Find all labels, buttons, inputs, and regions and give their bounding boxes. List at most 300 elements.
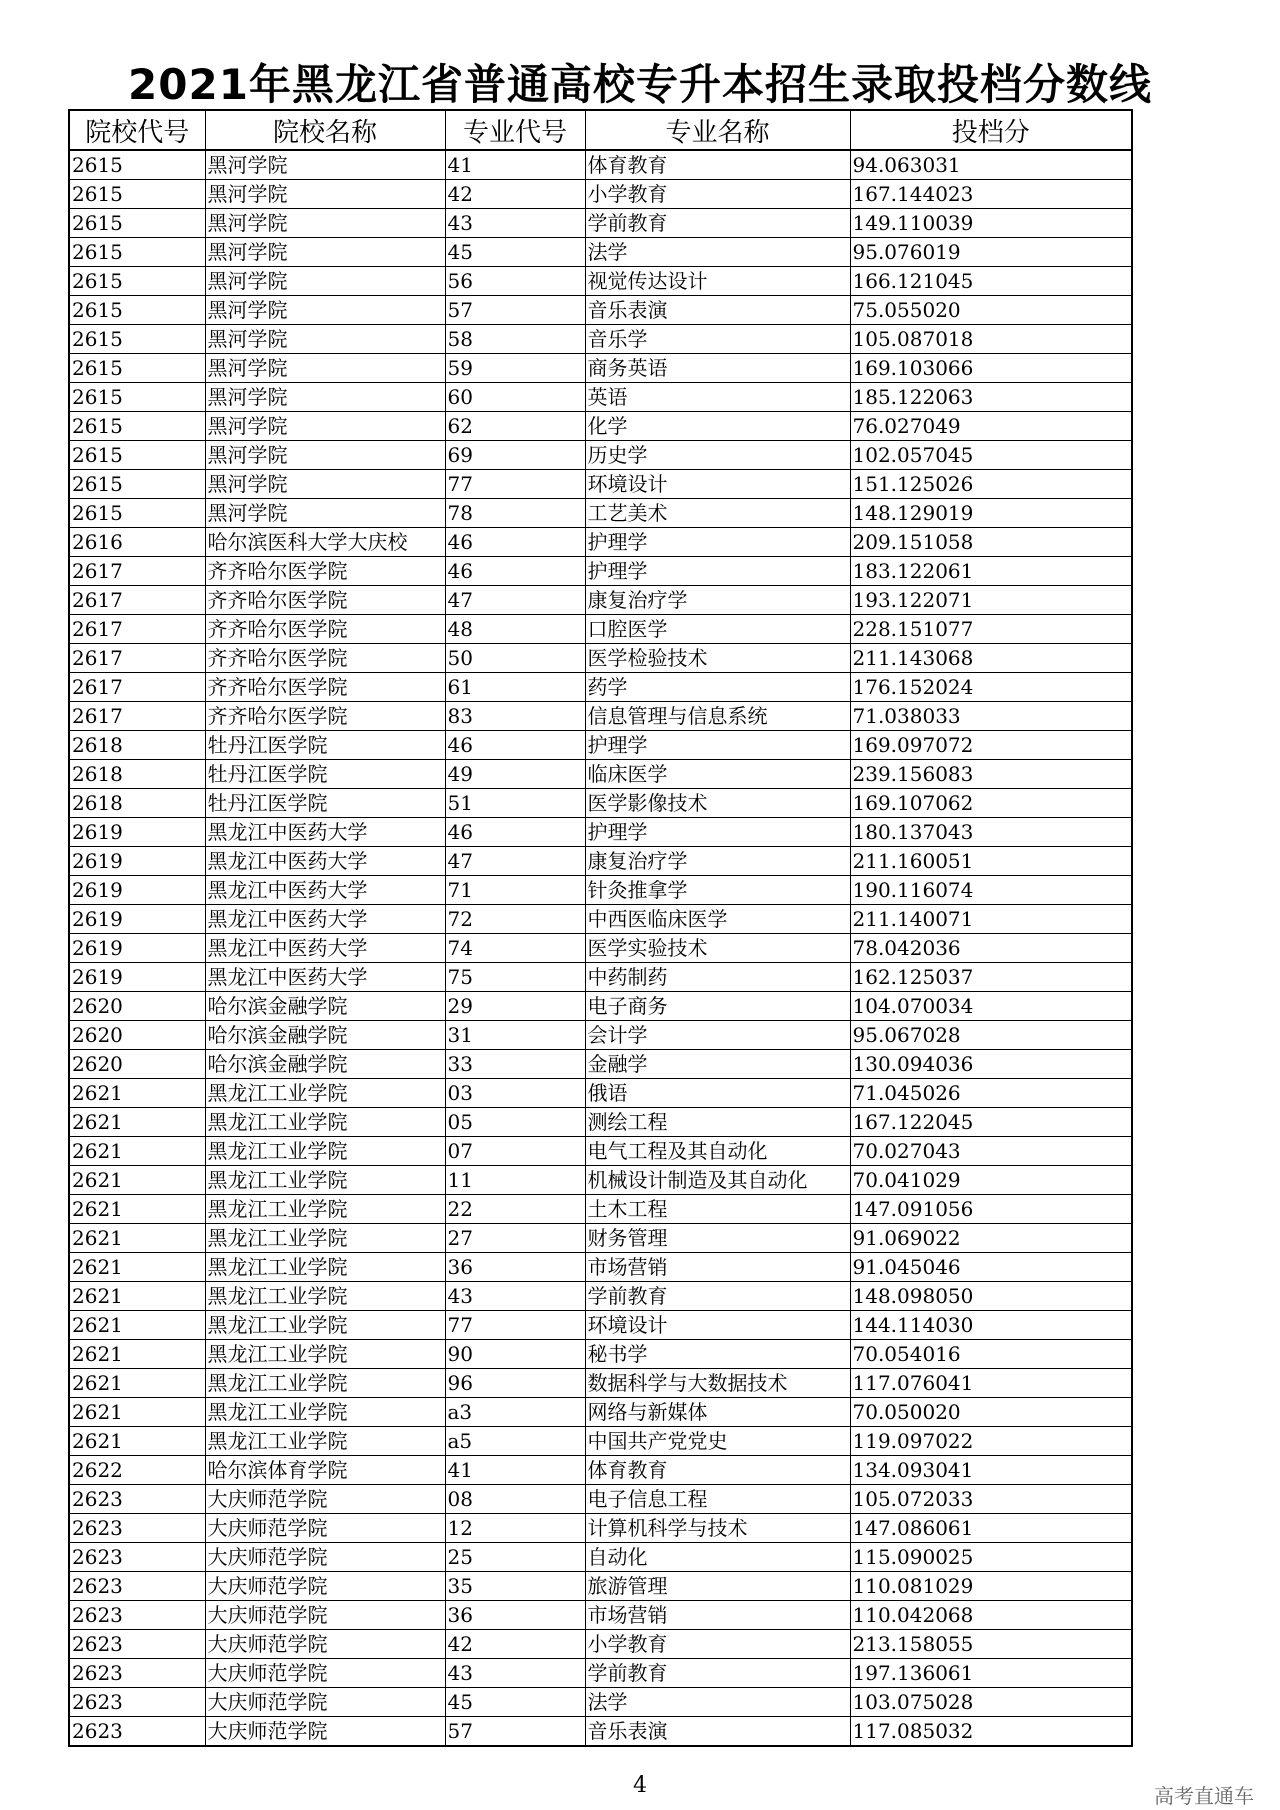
score-cell: 70.054016 xyxy=(850,1340,1132,1369)
table-row xyxy=(69,470,1132,499)
table-row xyxy=(69,1137,1132,1166)
score-cell: 104.070034 xyxy=(850,992,1132,1021)
score-cell: 148.098050 xyxy=(850,1282,1132,1311)
score-cell: 70.027043 xyxy=(850,1137,1132,1166)
major-code-cell: 77 xyxy=(445,1311,585,1340)
table-body xyxy=(69,150,1132,1746)
major-name-cell: 音乐学 xyxy=(585,325,850,354)
major-name-cell: 测绘工程 xyxy=(585,1108,850,1137)
school-name-cell: 大庆师范学院 xyxy=(205,1717,445,1747)
major-code-cell: 69 xyxy=(445,441,585,470)
major-code-cell: 42 xyxy=(445,1630,585,1659)
score-cell: 103.075028 xyxy=(850,1688,1132,1717)
school-name-cell: 黑龙江工业学院 xyxy=(205,1224,445,1253)
major-name-cell: 音乐表演 xyxy=(585,1717,850,1747)
score-cell: 151.125026 xyxy=(850,470,1132,499)
major-code-cell: 57 xyxy=(445,296,585,325)
school-code-cell: 2621 xyxy=(69,1311,205,1340)
school-code-cell: 2621 xyxy=(69,1108,205,1137)
table-row xyxy=(69,789,1132,818)
major-code-cell: 46 xyxy=(445,731,585,760)
major-code-cell: 83 xyxy=(445,702,585,731)
school-name-cell: 齐齐哈尔医学院 xyxy=(205,673,445,702)
score-cell: 239.156083 xyxy=(850,760,1132,789)
school-name-cell: 黑龙江工业学院 xyxy=(205,1166,445,1195)
score-cell: 105.072033 xyxy=(850,1485,1132,1514)
school-code-cell: 2615 xyxy=(69,267,205,296)
major-name-cell: 环境设计 xyxy=(585,470,850,499)
table-row xyxy=(69,905,1132,934)
school-name-cell: 哈尔滨医科大学大庆校 xyxy=(205,528,445,557)
major-code-cell: 27 xyxy=(445,1224,585,1253)
major-name-cell: 机械设计制造及其自动化 xyxy=(585,1166,850,1195)
major-name-cell: 中西医临床医学 xyxy=(585,905,850,934)
score-cell: 167.122045 xyxy=(850,1108,1132,1137)
school-code-cell: 2621 xyxy=(69,1137,205,1166)
school-code-cell: 2623 xyxy=(69,1485,205,1514)
school-name-cell: 大庆师范学院 xyxy=(205,1514,445,1543)
school-code-cell: 2621 xyxy=(69,1282,205,1311)
school-name-cell: 黑龙江工业学院 xyxy=(205,1137,445,1166)
major-name-cell: 市场营销 xyxy=(585,1601,850,1630)
major-name-cell: 医学检验技术 xyxy=(585,644,850,673)
school-code-cell: 2619 xyxy=(69,963,205,992)
score-cell: 190.116074 xyxy=(850,876,1132,905)
school-name-cell: 大庆师范学院 xyxy=(205,1601,445,1630)
school-name-cell: 黑河学院 xyxy=(205,180,445,209)
score-cell: 110.081029 xyxy=(850,1572,1132,1601)
major-name-cell: 视觉传达设计 xyxy=(585,267,850,296)
table-row xyxy=(69,1630,1132,1659)
major-name-cell: 财务管理 xyxy=(585,1224,850,1253)
major-code-cell: 43 xyxy=(445,1659,585,1688)
table-row xyxy=(69,1282,1132,1311)
major-name-cell: 药学 xyxy=(585,673,850,702)
score-cell: 95.067028 xyxy=(850,1021,1132,1050)
table-row xyxy=(69,383,1132,412)
score-cell: 119.097022 xyxy=(850,1427,1132,1456)
major-code-cell: 43 xyxy=(445,209,585,238)
school-code-cell: 2623 xyxy=(69,1659,205,1688)
school-code-cell: 2620 xyxy=(69,992,205,1021)
major-name-cell: 电气工程及其自动化 xyxy=(585,1137,850,1166)
table-row xyxy=(69,615,1132,644)
major-code-cell: 42 xyxy=(445,180,585,209)
school-code-cell: 2620 xyxy=(69,1050,205,1079)
school-code-cell: 2616 xyxy=(69,528,205,557)
major-name-cell: 电子信息工程 xyxy=(585,1485,850,1514)
major-code-cell: 43 xyxy=(445,1282,585,1311)
score-cell: 169.097072 xyxy=(850,731,1132,760)
major-code-cell: 78 xyxy=(445,499,585,528)
table-row xyxy=(69,557,1132,586)
table-row xyxy=(69,760,1132,789)
header-row xyxy=(69,110,1132,150)
table-row xyxy=(69,1398,1132,1427)
major-name-cell: 口腔医学 xyxy=(585,615,850,644)
school-code-cell: 2615 xyxy=(69,325,205,354)
table-row xyxy=(69,963,1132,992)
table-row xyxy=(69,644,1132,673)
table-row xyxy=(69,1224,1132,1253)
score-cell: 70.041029 xyxy=(850,1166,1132,1195)
major-code-cell: 35 xyxy=(445,1572,585,1601)
score-cell: 147.086061 xyxy=(850,1514,1132,1543)
table-row xyxy=(69,528,1132,557)
table-row xyxy=(69,731,1132,760)
major-name-cell: 计算机科学与技术 xyxy=(585,1514,850,1543)
table-row xyxy=(69,499,1132,528)
table-row xyxy=(69,876,1132,905)
major-code-cell: 08 xyxy=(445,1485,585,1514)
school-code-cell: 2618 xyxy=(69,760,205,789)
major-code-cell: 75 xyxy=(445,963,585,992)
school-name-cell: 黑龙江工业学院 xyxy=(205,1282,445,1311)
major-name-cell: 电子商务 xyxy=(585,992,850,1021)
major-code-cell: 90 xyxy=(445,1340,585,1369)
major-name-cell: 环境设计 xyxy=(585,1311,850,1340)
major-name-cell: 中药制药 xyxy=(585,963,850,992)
school-code-cell: 2621 xyxy=(69,1224,205,1253)
school-code-cell: 2619 xyxy=(69,818,205,847)
major-name-cell: 体育教育 xyxy=(585,1456,850,1485)
col-header-score: 投档分 xyxy=(850,110,1132,150)
school-name-cell: 黑龙江中医药大学 xyxy=(205,818,445,847)
school-name-cell: 黑龙江工业学院 xyxy=(205,1108,445,1137)
school-code-cell: 2621 xyxy=(69,1166,205,1195)
school-name-cell: 黑龙江工业学院 xyxy=(205,1398,445,1427)
major-name-cell: 医学实验技术 xyxy=(585,934,850,963)
major-name-cell: 护理学 xyxy=(585,528,850,557)
major-code-cell: 58 xyxy=(445,325,585,354)
score-cell: 76.027049 xyxy=(850,412,1132,441)
score-cell: 211.140071 xyxy=(850,905,1132,934)
table-row xyxy=(69,586,1132,615)
school-name-cell: 黑河学院 xyxy=(205,383,445,412)
table-row xyxy=(69,1572,1132,1601)
score-cell: 94.063031 xyxy=(850,150,1132,180)
school-code-cell: 2615 xyxy=(69,441,205,470)
major-name-cell: 商务英语 xyxy=(585,354,850,383)
school-code-cell: 2617 xyxy=(69,586,205,615)
table-row xyxy=(69,1543,1132,1572)
major-name-cell: 秘书学 xyxy=(585,1340,850,1369)
major-code-cell: 71 xyxy=(445,876,585,905)
score-cell: 117.085032 xyxy=(850,1717,1132,1747)
school-name-cell: 牡丹江医学院 xyxy=(205,789,445,818)
school-name-cell: 哈尔滨金融学院 xyxy=(205,1050,445,1079)
table-row xyxy=(69,1485,1132,1514)
school-name-cell: 黑河学院 xyxy=(205,150,445,180)
score-cell: 130.094036 xyxy=(850,1050,1132,1079)
school-code-cell: 2623 xyxy=(69,1630,205,1659)
school-code-cell: 2617 xyxy=(69,557,205,586)
school-name-cell: 大庆师范学院 xyxy=(205,1688,445,1717)
major-code-cell: 59 xyxy=(445,354,585,383)
school-code-cell: 2615 xyxy=(69,150,205,180)
school-name-cell: 黑龙江工业学院 xyxy=(205,1340,445,1369)
major-code-cell: 45 xyxy=(445,238,585,267)
school-name-cell: 黑龙江工业学院 xyxy=(205,1253,445,1282)
major-name-cell: 临床医学 xyxy=(585,760,850,789)
school-code-cell: 2615 xyxy=(69,470,205,499)
table-row xyxy=(69,1079,1132,1108)
page-title: 2021年黑龙江省普通高校专升本招生录取投档分数线 xyxy=(128,60,1152,109)
school-name-cell: 黑龙江中医药大学 xyxy=(205,905,445,934)
school-code-cell: 2621 xyxy=(69,1427,205,1456)
table-row xyxy=(69,1659,1132,1688)
major-name-cell: 金融学 xyxy=(585,1050,850,1079)
school-name-cell: 哈尔滨金融学院 xyxy=(205,992,445,1021)
major-code-cell: 33 xyxy=(445,1050,585,1079)
major-name-cell: 信息管理与信息系统 xyxy=(585,702,850,731)
major-code-cell: 72 xyxy=(445,905,585,934)
school-name-cell: 黑河学院 xyxy=(205,354,445,383)
table-row xyxy=(69,847,1132,876)
table-row xyxy=(69,1456,1132,1485)
score-cell: 75.055020 xyxy=(850,296,1132,325)
major-code-cell: 03 xyxy=(445,1079,585,1108)
table-row xyxy=(69,1108,1132,1137)
score-cell: 110.042068 xyxy=(850,1601,1132,1630)
school-code-cell: 2621 xyxy=(69,1195,205,1224)
major-name-cell: 康复治疗学 xyxy=(585,586,850,615)
school-code-cell: 2621 xyxy=(69,1369,205,1398)
major-name-cell: 化学 xyxy=(585,412,850,441)
school-code-cell: 2618 xyxy=(69,731,205,760)
table-row xyxy=(69,267,1132,296)
table-row xyxy=(69,209,1132,238)
table-row xyxy=(69,1166,1132,1195)
school-code-cell: 2619 xyxy=(69,934,205,963)
score-cell: 105.087018 xyxy=(850,325,1132,354)
school-name-cell: 黑河学院 xyxy=(205,238,445,267)
school-code-cell: 2621 xyxy=(69,1079,205,1108)
major-code-cell: 49 xyxy=(445,760,585,789)
major-name-cell: 历史学 xyxy=(585,441,850,470)
table-row xyxy=(69,1688,1132,1717)
score-cell: 197.136061 xyxy=(850,1659,1132,1688)
table-row xyxy=(69,180,1132,209)
score-cell: 209.151058 xyxy=(850,528,1132,557)
score-cell: 147.091056 xyxy=(850,1195,1132,1224)
major-name-cell: 护理学 xyxy=(585,731,850,760)
major-name-cell: 旅游管理 xyxy=(585,1572,850,1601)
score-cell: 115.090025 xyxy=(850,1543,1132,1572)
score-cell: 213.158055 xyxy=(850,1630,1132,1659)
school-name-cell: 黑龙江工业学院 xyxy=(205,1427,445,1456)
school-name-cell: 黑河学院 xyxy=(205,499,445,528)
school-code-cell: 2617 xyxy=(69,615,205,644)
major-name-cell: 医学影像技术 xyxy=(585,789,850,818)
major-name-cell: 学前教育 xyxy=(585,209,850,238)
major-name-cell: 中国共产党党史 xyxy=(585,1427,850,1456)
school-code-cell: 2620 xyxy=(69,1021,205,1050)
school-name-cell: 大庆师范学院 xyxy=(205,1659,445,1688)
score-cell: 134.093041 xyxy=(850,1456,1132,1485)
school-code-cell: 2615 xyxy=(69,499,205,528)
school-code-cell: 2619 xyxy=(69,847,205,876)
school-code-cell: 2623 xyxy=(69,1601,205,1630)
score-cell: 117.076041 xyxy=(850,1369,1132,1398)
school-code-cell: 2615 xyxy=(69,412,205,441)
school-code-cell: 2615 xyxy=(69,296,205,325)
major-code-cell: 46 xyxy=(445,528,585,557)
table-row xyxy=(69,354,1132,383)
table-row xyxy=(69,325,1132,354)
major-code-cell: 56 xyxy=(445,267,585,296)
major-code-cell: 47 xyxy=(445,847,585,876)
school-name-cell: 黑龙江中医药大学 xyxy=(205,847,445,876)
major-name-cell: 针灸推拿学 xyxy=(585,876,850,905)
school-code-cell: 2623 xyxy=(69,1688,205,1717)
score-cell: 71.038033 xyxy=(850,702,1132,731)
major-name-cell: 小学教育 xyxy=(585,1630,850,1659)
major-name-cell: 英语 xyxy=(585,383,850,412)
school-name-cell: 大庆师范学院 xyxy=(205,1485,445,1514)
score-cell: 211.160051 xyxy=(850,847,1132,876)
score-cell: 176.152024 xyxy=(850,673,1132,702)
school-name-cell: 齐齐哈尔医学院 xyxy=(205,615,445,644)
major-name-cell: 音乐表演 xyxy=(585,296,850,325)
major-name-cell: 自动化 xyxy=(585,1543,850,1572)
major-code-cell: 07 xyxy=(445,1137,585,1166)
school-name-cell: 黑龙江中医药大学 xyxy=(205,934,445,963)
score-cell: 167.144023 xyxy=(850,180,1132,209)
major-code-cell: 05 xyxy=(445,1108,585,1137)
major-name-cell: 法学 xyxy=(585,1688,850,1717)
school-code-cell: 2619 xyxy=(69,905,205,934)
major-name-cell: 俄语 xyxy=(585,1079,850,1108)
major-code-cell: 50 xyxy=(445,644,585,673)
school-name-cell: 齐齐哈尔医学院 xyxy=(205,586,445,615)
school-code-cell: 2617 xyxy=(69,673,205,702)
table-row xyxy=(69,1369,1132,1398)
admission-score-table xyxy=(68,109,1133,1747)
major-name-cell: 法学 xyxy=(585,238,850,267)
major-code-cell: 61 xyxy=(445,673,585,702)
school-code-cell: 2623 xyxy=(69,1717,205,1747)
school-name-cell: 黑龙江工业学院 xyxy=(205,1079,445,1108)
school-code-cell: 2615 xyxy=(69,209,205,238)
school-name-cell: 黑河学院 xyxy=(205,412,445,441)
school-name-cell: 大庆师范学院 xyxy=(205,1630,445,1659)
school-name-cell: 黑龙江工业学院 xyxy=(205,1311,445,1340)
major-code-cell: 11 xyxy=(445,1166,585,1195)
table-row xyxy=(69,1514,1132,1543)
table-row xyxy=(69,1050,1132,1079)
major-name-cell: 土木工程 xyxy=(585,1195,850,1224)
school-name-cell: 大庆师范学院 xyxy=(205,1572,445,1601)
col-header-major-name: 专业名称 xyxy=(585,110,850,150)
score-cell: 91.045046 xyxy=(850,1253,1132,1282)
major-name-cell: 市场营销 xyxy=(585,1253,850,1282)
col-header-school-name: 院校名称 xyxy=(205,110,445,150)
school-name-cell: 齐齐哈尔医学院 xyxy=(205,702,445,731)
table-row xyxy=(69,1021,1132,1050)
score-cell: 102.057045 xyxy=(850,441,1132,470)
school-code-cell: 2623 xyxy=(69,1543,205,1572)
score-cell: 162.125037 xyxy=(850,963,1132,992)
col-header-school-code: 院校代号 xyxy=(69,110,205,150)
major-name-cell: 体育教育 xyxy=(585,150,850,180)
score-cell: 169.107062 xyxy=(850,789,1132,818)
watermark: 高考直通车 xyxy=(1154,1784,1254,1808)
school-code-cell: 2617 xyxy=(69,702,205,731)
table-row xyxy=(69,1340,1132,1369)
score-cell: 149.110039 xyxy=(850,209,1132,238)
score-cell: 166.121045 xyxy=(850,267,1132,296)
major-name-cell: 小学教育 xyxy=(585,180,850,209)
school-code-cell: 2615 xyxy=(69,383,205,412)
school-code-cell: 2615 xyxy=(69,180,205,209)
major-code-cell: 48 xyxy=(445,615,585,644)
table-row xyxy=(69,1717,1132,1747)
school-code-cell: 2621 xyxy=(69,1340,205,1369)
major-code-cell: 74 xyxy=(445,934,585,963)
table-row xyxy=(69,992,1132,1021)
score-cell: 144.114030 xyxy=(850,1311,1132,1340)
school-code-cell: 2623 xyxy=(69,1514,205,1543)
table-row xyxy=(69,150,1132,180)
major-code-cell: 36 xyxy=(445,1601,585,1630)
school-name-cell: 齐齐哈尔医学院 xyxy=(205,644,445,673)
table-row xyxy=(69,673,1132,702)
school-name-cell: 黑河学院 xyxy=(205,441,445,470)
score-cell: 228.151077 xyxy=(850,615,1132,644)
school-code-cell: 2623 xyxy=(69,1572,205,1601)
major-code-cell: 22 xyxy=(445,1195,585,1224)
score-cell: 180.137043 xyxy=(850,818,1132,847)
school-name-cell: 牡丹江医学院 xyxy=(205,760,445,789)
major-code-cell: 29 xyxy=(445,992,585,1021)
school-name-cell: 黑龙江中医药大学 xyxy=(205,963,445,992)
score-cell: 78.042036 xyxy=(850,934,1132,963)
major-code-cell: 41 xyxy=(445,1456,585,1485)
major-code-cell: 46 xyxy=(445,557,585,586)
school-name-cell: 黑河学院 xyxy=(205,325,445,354)
table-row xyxy=(69,818,1132,847)
major-code-cell: a3 xyxy=(445,1398,585,1427)
score-cell: 71.045026 xyxy=(850,1079,1132,1108)
major-code-cell: 77 xyxy=(445,470,585,499)
table-row xyxy=(69,1195,1132,1224)
table-row xyxy=(69,1253,1132,1282)
school-name-cell: 黑河学院 xyxy=(205,267,445,296)
page-number: 4 xyxy=(633,1773,647,1798)
school-name-cell: 黑河学院 xyxy=(205,209,445,238)
score-cell: 185.122063 xyxy=(850,383,1132,412)
score-cell: 70.050020 xyxy=(850,1398,1132,1427)
col-header-major-code: 专业代号 xyxy=(445,110,585,150)
school-code-cell: 2615 xyxy=(69,354,205,383)
table-row xyxy=(69,934,1132,963)
table-row xyxy=(69,441,1132,470)
school-name-cell: 大庆师范学院 xyxy=(205,1543,445,1572)
school-code-cell: 2618 xyxy=(69,789,205,818)
school-code-cell: 2619 xyxy=(69,876,205,905)
major-code-cell: 31 xyxy=(445,1021,585,1050)
major-code-cell: 62 xyxy=(445,412,585,441)
major-name-cell: 网络与新媒体 xyxy=(585,1398,850,1427)
major-name-cell: 会计学 xyxy=(585,1021,850,1050)
school-name-cell: 哈尔滨体育学院 xyxy=(205,1456,445,1485)
major-code-cell: 36 xyxy=(445,1253,585,1282)
major-name-cell: 数据科学与大数据技术 xyxy=(585,1369,850,1398)
school-code-cell: 2621 xyxy=(69,1253,205,1282)
score-cell: 183.122061 xyxy=(850,557,1132,586)
score-cell: 169.103066 xyxy=(850,354,1132,383)
